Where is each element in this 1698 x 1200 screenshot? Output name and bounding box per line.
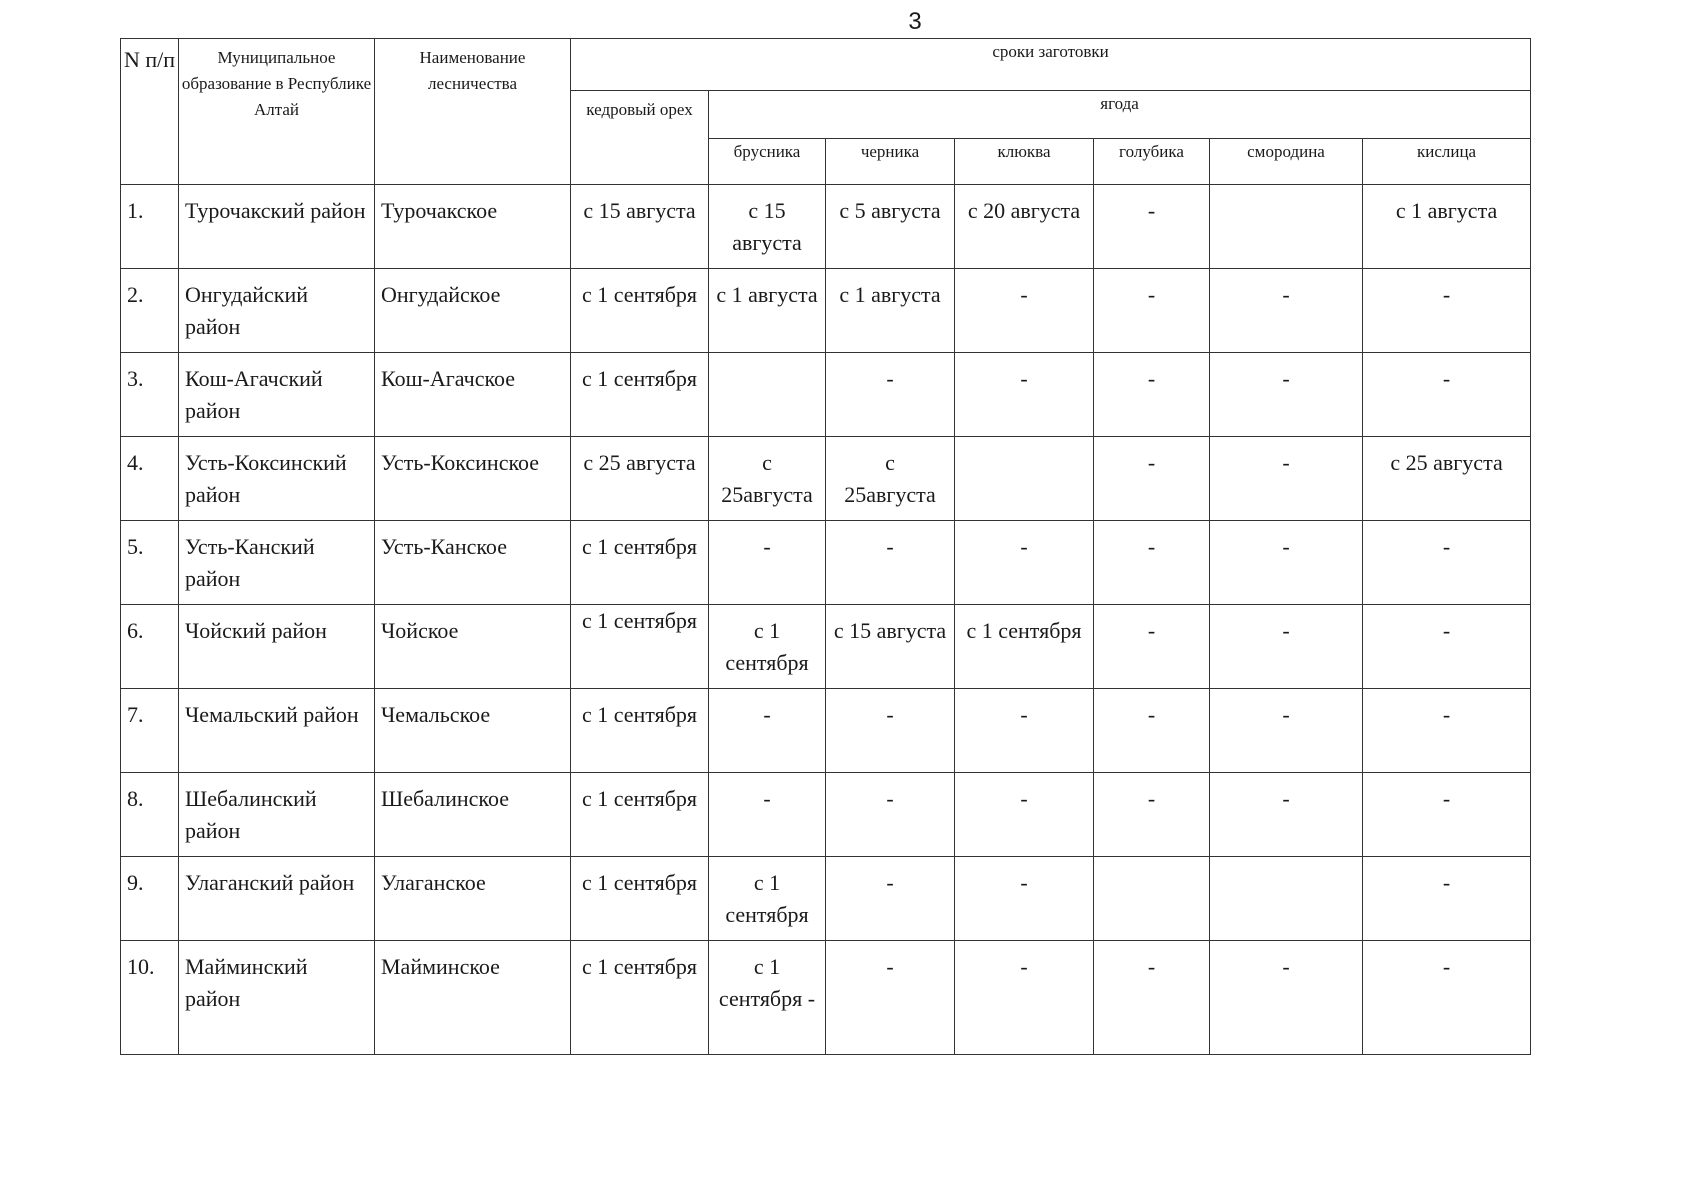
cedar-nut-cell: с 1 сентября xyxy=(571,269,709,353)
lingonberry-cell: - xyxy=(709,521,826,605)
currant-cell: - xyxy=(1210,605,1363,689)
blueberry-cell: с 5 августа xyxy=(826,185,955,269)
header-forestry: Наименование лесничества xyxy=(375,39,571,185)
table-row xyxy=(121,353,1531,437)
lingonberry-cell: с 1 августа xyxy=(709,269,826,353)
forestry-cell: Улаганское xyxy=(375,857,571,941)
wood-sorrel-cell: - xyxy=(1363,857,1531,941)
cedar-nut-cell: с 1 сентября xyxy=(571,521,709,605)
lingonberry-cell: с 1 сентября xyxy=(709,857,826,941)
cranberry-cell: - xyxy=(955,521,1094,605)
row-number: 7. xyxy=(121,689,179,773)
currant-cell: - xyxy=(1210,437,1363,521)
cedar-nut-cell: с 15 августа xyxy=(571,185,709,269)
wood-sorrel-cell: - xyxy=(1363,269,1531,353)
header-harvest-terms: сроки заготовки xyxy=(571,39,1531,91)
cedar-nut-cell: с 1 сентября xyxy=(571,689,709,773)
municipality-cell: Улаганский район xyxy=(179,857,375,941)
blueberry-cell: - xyxy=(826,773,955,857)
cranberry-cell: - xyxy=(955,941,1094,1055)
cranberry-cell: - xyxy=(955,269,1094,353)
forestry-cell: Чойское xyxy=(375,605,571,689)
wood-sorrel-cell: - xyxy=(1363,521,1531,605)
bog-bilberry-cell: - xyxy=(1094,353,1210,437)
table-row xyxy=(121,689,1531,773)
blueberry-cell: с 15 августа xyxy=(826,605,955,689)
bog-bilberry-cell: - xyxy=(1094,269,1210,353)
cedar-nut-cell: с 1 сентября xyxy=(571,353,709,437)
cranberry-cell: - xyxy=(955,353,1094,437)
lingonberry-cell: - xyxy=(709,773,826,857)
bog-bilberry-cell: - xyxy=(1094,521,1210,605)
row-number: 5. xyxy=(121,521,179,605)
bog-bilberry-cell: - xyxy=(1094,689,1210,773)
table-row xyxy=(121,605,1531,689)
municipality-cell: Майминский район xyxy=(179,941,375,1055)
lingonberry-cell: с 1 сентября xyxy=(709,605,826,689)
bog-bilberry-cell: - xyxy=(1094,941,1210,1055)
bog-bilberry-cell: - xyxy=(1094,437,1210,521)
municipality-cell: Усть-Канский район xyxy=(179,521,375,605)
forestry-cell: Кош-Агачское xyxy=(375,353,571,437)
page-number: 3 xyxy=(908,8,922,35)
wood-sorrel-cell: - xyxy=(1363,773,1531,857)
row-number: 3. xyxy=(121,353,179,437)
blueberry-cell: - xyxy=(826,521,955,605)
header-berry: ягода xyxy=(709,91,1531,139)
row-number: 8. xyxy=(121,773,179,857)
blueberry-cell: - xyxy=(826,689,955,773)
row-number: 6. xyxy=(121,605,179,689)
table-row xyxy=(121,269,1531,353)
cedar-nut-cell: с 25 августа xyxy=(571,437,709,521)
cranberry-cell: - xyxy=(955,857,1094,941)
bog-bilberry-cell xyxy=(1094,857,1210,941)
currant-cell: - xyxy=(1210,353,1363,437)
cranberry-cell: с 1 сентября xyxy=(955,605,1094,689)
cedar-nut-cell: с 1 сентября xyxy=(571,941,709,1055)
header-currant: смородина xyxy=(1210,139,1363,185)
lingonberry-cell: с 15 августа xyxy=(709,185,826,269)
wood-sorrel-cell: - xyxy=(1363,689,1531,773)
municipality-cell: Кош-Агачский район xyxy=(179,353,375,437)
table-row xyxy=(121,941,1531,1055)
lingonberry-cell: с 25августа xyxy=(709,437,826,521)
header-bog-bilberry: голубика xyxy=(1094,139,1210,185)
municipality-cell: Онгудайский район xyxy=(179,269,375,353)
forestry-cell: Шебалинское xyxy=(375,773,571,857)
header-municipality: Муниципальное образование в Республике Алтай xyxy=(179,39,375,185)
forestry-cell: Чемальское xyxy=(375,689,571,773)
wood-sorrel-cell: с 1 августа xyxy=(1363,185,1531,269)
currant-cell: - xyxy=(1210,521,1363,605)
wood-sorrel-cell: с 25 августа xyxy=(1363,437,1531,521)
harvest-terms-table xyxy=(120,38,1531,1055)
wood-sorrel-cell: - xyxy=(1363,353,1531,437)
header-wood-sorrel: кислица xyxy=(1363,139,1531,185)
row-number: 4. xyxy=(121,437,179,521)
header-lingonberry: брусника xyxy=(709,139,826,185)
wood-sorrel-cell: - xyxy=(1363,605,1531,689)
header-cedar-nut: кедровый орех xyxy=(571,91,709,185)
municipality-cell: Шебалинский район xyxy=(179,773,375,857)
blueberry-cell: - xyxy=(826,857,955,941)
cranberry-cell xyxy=(955,437,1094,521)
row-number: 1. xyxy=(121,185,179,269)
row-number: 2. xyxy=(121,269,179,353)
cedar-nut-cell: с 1 сентября xyxy=(571,773,709,857)
cranberry-cell: с 20 августа xyxy=(955,185,1094,269)
header-num: N п/п xyxy=(121,39,179,185)
currant-cell xyxy=(1210,857,1363,941)
header-blueberry: черника xyxy=(826,139,955,185)
blueberry-cell: с 25августа xyxy=(826,437,955,521)
lingonberry-cell: с 1 сентября - xyxy=(709,941,826,1055)
currant-cell: - xyxy=(1210,269,1363,353)
municipality-cell: Чемальский район xyxy=(179,689,375,773)
forestry-cell: Майминское xyxy=(375,941,571,1055)
currant-cell: - xyxy=(1210,689,1363,773)
blueberry-cell: - xyxy=(826,941,955,1055)
table-row xyxy=(121,521,1531,605)
forestry-cell: Онгудайское xyxy=(375,269,571,353)
bog-bilberry-cell: - xyxy=(1094,605,1210,689)
cedar-nut-cell: с 1 сентября xyxy=(571,857,709,941)
currant-cell: - xyxy=(1210,941,1363,1055)
wood-sorrel-cell: - xyxy=(1363,941,1531,1055)
cedar-nut-cell: с 1 сентября xyxy=(571,605,709,689)
currant-cell: - xyxy=(1210,773,1363,857)
table-row xyxy=(121,773,1531,857)
bog-bilberry-cell: - xyxy=(1094,773,1210,857)
forestry-cell: Усть-Коксинское xyxy=(375,437,571,521)
cranberry-cell: - xyxy=(955,773,1094,857)
blueberry-cell: - xyxy=(826,353,955,437)
municipality-cell: Усть-Коксинский район xyxy=(179,437,375,521)
row-number: 10. xyxy=(121,941,179,1055)
header-cranberry: клюква xyxy=(955,139,1094,185)
forestry-cell: Турочакское xyxy=(375,185,571,269)
bog-bilberry-cell: - xyxy=(1094,185,1210,269)
municipality-cell: Турочакский район xyxy=(179,185,375,269)
blueberry-cell: с 1 августа xyxy=(826,269,955,353)
lingonberry-cell: - xyxy=(709,689,826,773)
cranberry-cell: - xyxy=(955,689,1094,773)
row-number: 9. xyxy=(121,857,179,941)
municipality-cell: Чойский район xyxy=(179,605,375,689)
table-row xyxy=(121,857,1531,941)
currant-cell xyxy=(1210,185,1363,269)
lingonberry-cell xyxy=(709,353,826,437)
table-row xyxy=(121,185,1531,269)
table-row xyxy=(121,437,1531,521)
forestry-cell: Усть-Канское xyxy=(375,521,571,605)
